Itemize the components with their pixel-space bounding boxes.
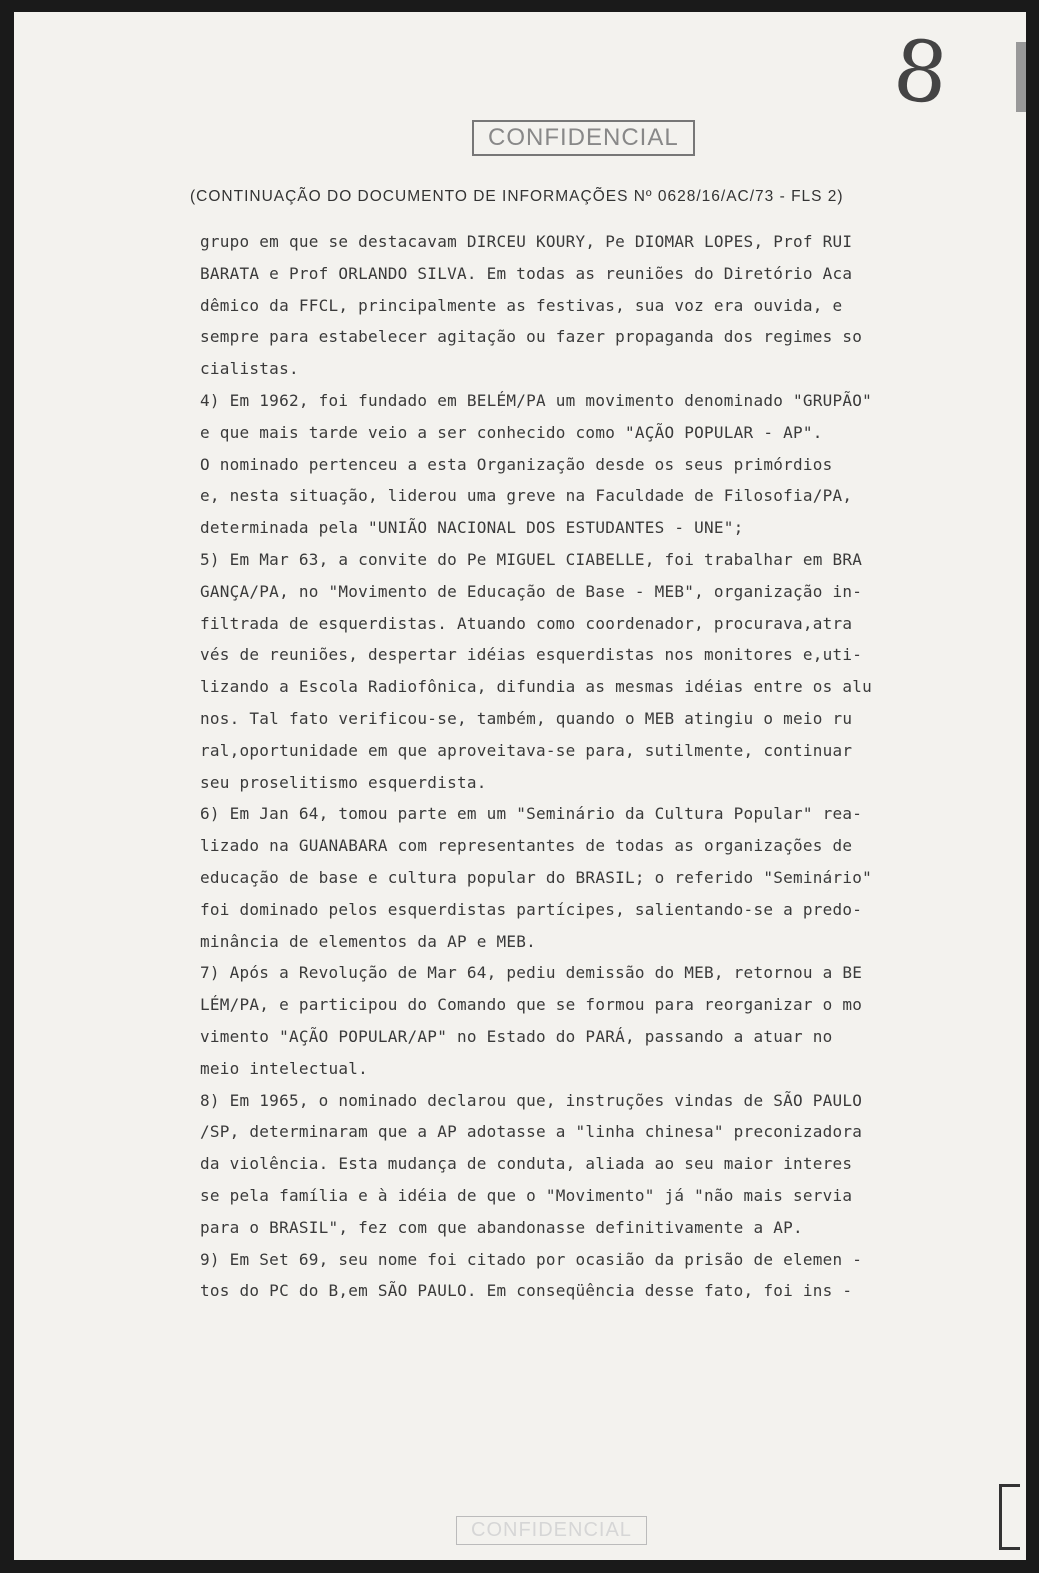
text-line: minância de elementos da AP e MEB. xyxy=(200,931,537,951)
text-line: da violência. Esta mudança de conduta, aliada ao seu maior interes xyxy=(200,1154,853,1174)
document-header: (CONTINUAÇÃO DO DOCUMENTO DE INFORMAÇÕES Nº 0628/16/AC/73 - FLS 2) xyxy=(190,188,844,205)
text-line: meio intelectual. xyxy=(200,1058,369,1078)
text-line: seu proselitismo esquerdista. xyxy=(200,772,487,792)
text-line: BARATA e Prof ORLANDO SILVA. Em todas as reuniões do Diretório Aca xyxy=(200,263,853,283)
text-line: filtrada de esquerdistas. Atuando como coordenador, procurava,atra xyxy=(200,613,853,633)
page-number: 8 xyxy=(889,20,953,124)
scan-edge-mark xyxy=(1016,42,1026,112)
text-line: e que mais tarde veio a ser conhecido como "AÇÃO POPULAR - AP". xyxy=(200,422,823,442)
text-line: nos. Tal fato verificou-se, também, quando o MEB atingiu o meio ru xyxy=(200,708,853,728)
text-line: e, nesta situação, liderou uma greve na Faculdade de Filosofia/PA, xyxy=(200,486,853,506)
text-line: 5) Em Mar 63, a convite do Pe MIGUEL CIABELLE, foi trabalhar em BRA xyxy=(200,549,863,569)
confidential-stamp-bottom: CONFIDENCIAL xyxy=(456,1516,647,1545)
text-line: sempre para estabelecer agitação ou fazer propaganda dos regimes so xyxy=(200,327,863,347)
text-line: se pela família e à idéia de que o "Movimento" já "não mais servia xyxy=(200,1185,853,1205)
text-line: 7) Após a Revolução de Mar 64, pediu demissão do MEB, retornou a BE xyxy=(200,963,863,983)
text-line: educação de base e cultura popular do BRASIL; o referido "Seminário" xyxy=(200,867,873,887)
text-line: vimento "AÇÃO POPULAR/AP" no Estado do PARÁ, passando a atuar no xyxy=(200,1026,833,1046)
document-page xyxy=(14,12,1026,1560)
text-line: grupo em que se destacavam DIRCEU KOURY, Pe DIOMAR LOPES, Prof RUI xyxy=(200,232,853,251)
text-line: 8) Em 1965, o nominado declarou que, instruções vindas de SÃO PAULO xyxy=(200,1090,863,1110)
text-line: foi dominado pelos esquerdistas partícipes, salientando-se a predo- xyxy=(200,899,863,919)
confidential-stamp: CONFIDENCIAL xyxy=(472,120,695,156)
corner-bracket xyxy=(999,1484,1020,1550)
text-line: determinada pela "UNIÃO NACIONAL DOS ESTUDANTES - UNE"; xyxy=(200,518,744,538)
text-line: 6) Em Jan 64, tomou parte em um "Seminário da Cultura Popular" rea- xyxy=(200,804,863,824)
text-line: para o BRASIL", fez com que abandonasse definitivamente a AP. xyxy=(200,1217,803,1237)
text-line: tos do PC do B,em SÃO PAULO. Em conseqüência desse fato, foi ins - xyxy=(200,1281,853,1301)
text-line: dêmico da FFCL, principalmente as festivas, sua voz era ouvida, e xyxy=(200,295,843,315)
text-line: ral,oportunidade em que aproveitava-se para, sutilmente, continuar xyxy=(200,740,853,760)
text-line: /SP, determinaram que a AP adotasse a "linha chinesa" preconizadora xyxy=(200,1122,863,1142)
text-line: cialistas. xyxy=(200,359,299,379)
text-line: O nominado pertenceu a esta Organização desde os seus primórdios xyxy=(200,454,833,474)
text-line: lizado na GUANABARA com representantes de todas as organizações de xyxy=(200,836,853,856)
text-line: lizando a Escola Radiofônica, difundia as mesmas idéias entre os alu xyxy=(200,677,873,697)
text-line: 4) Em 1962, foi fundado em BELÉM/PA um movimento denominado "GRUPÃO" xyxy=(200,390,873,410)
text-line: GANÇA/PA, no "Movimento de Educação de Base - MEB", organização in- xyxy=(200,581,863,601)
text-line: 9) Em Set 69, seu nome foi citado por ocasião da prisão de elemen - xyxy=(200,1249,863,1269)
text-line: vés de reuniões, despertar idéias esquerdistas nos monitores e,uti- xyxy=(200,645,863,665)
text-line: LÉM/PA, e participou do Comando que se formou para reorganizar o mo xyxy=(200,995,863,1015)
document-body xyxy=(200,226,1000,1307)
